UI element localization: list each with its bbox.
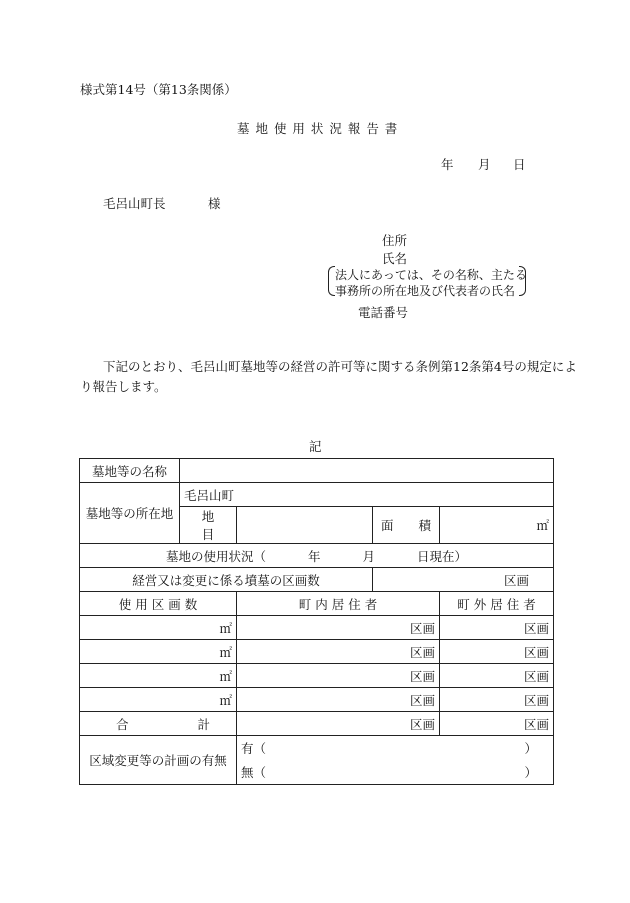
name-label: 氏名 <box>382 251 408 266</box>
report-table <box>79 458 554 785</box>
row-unit: ㎡ <box>80 616 237 640</box>
plan-no-close: ） <box>524 765 537 780</box>
total-label-left: 合 <box>116 716 129 732</box>
table-row <box>80 640 554 664</box>
usage-status-month: 月 <box>362 548 375 564</box>
right-bracket <box>519 266 526 296</box>
table-row <box>80 688 554 712</box>
table-row <box>80 568 554 592</box>
row-unit: ㎡ <box>80 688 237 712</box>
ki-label: 記 <box>309 439 322 454</box>
address-label: 住所 <box>382 233 408 248</box>
usage-status-year: 年 <box>308 548 321 564</box>
row-outside: 区画 <box>440 616 554 640</box>
addressee-mayor: 毛呂山町長 <box>103 196 166 211</box>
total-inside: 区画 <box>237 712 440 736</box>
plan-label: 区域変更等の計画の有無 <box>80 736 237 785</box>
row-unit: ㎡ <box>80 664 237 688</box>
plan-yes[interactable]: 有（ <box>241 741 267 756</box>
cemetery-name-value[interactable] <box>180 459 554 483</box>
total-outside: 区画 <box>440 712 554 736</box>
body-text-line2: り報告します。 <box>80 379 167 394</box>
row-inside: 区画 <box>237 616 440 640</box>
date-month-label: 月 <box>478 157 491 172</box>
plan-options <box>237 736 554 785</box>
area-label: 面 積 <box>373 507 440 544</box>
row-outside: 区画 <box>440 688 554 712</box>
usage-status-label: 墓地の使用状況（ <box>166 548 267 564</box>
table-row <box>80 544 554 568</box>
table-row <box>80 712 554 736</box>
col-inside-header: 町 内 居 住 者 <box>237 592 440 616</box>
table-row <box>80 483 554 507</box>
date-year-label: 年 <box>441 157 454 172</box>
plan-no[interactable]: 無（ <box>241 765 267 780</box>
left-bracket <box>328 266 335 296</box>
corp-note-line2: 事務所の所在地及び代表者の氏名 <box>335 284 516 298</box>
location-label: 墓地等の所在地 <box>80 483 180 544</box>
row-inside: 区画 <box>237 688 440 712</box>
plan-yes-close: ） <box>524 741 537 756</box>
area-unit: ㎡ <box>440 507 554 544</box>
total-label <box>80 712 237 736</box>
document-title: 墓 地 使 用 状 況 報 告 書 <box>237 121 399 136</box>
col-usage-header: 使 用 区 画 数 <box>80 592 237 616</box>
addressee-honorific: 様 <box>208 196 221 211</box>
phone-label: 電話番号 <box>358 305 409 320</box>
row-outside: 区画 <box>440 664 554 688</box>
chimoku-label: 地 目 <box>180 507 237 544</box>
row-outside: 区画 <box>440 640 554 664</box>
cemetery-name-label: 墓地等の名称 <box>80 459 180 483</box>
graves-count-unit: 区画 <box>373 568 554 592</box>
table-row <box>80 616 554 640</box>
body-text-line1: 下記のとおり、毛呂山町墓地等の経営の許可等に関する条例第12条第4号の規定によ <box>103 359 577 374</box>
table-row <box>80 664 554 688</box>
row-inside: 区画 <box>237 640 440 664</box>
col-outside-header: 町 外 居 住 者 <box>440 592 554 616</box>
table-row <box>80 459 554 483</box>
usage-status-day: 日現在） <box>416 548 467 564</box>
row-unit: ㎡ <box>80 640 237 664</box>
location-town: 毛呂山町 <box>180 483 554 507</box>
total-label-right: 計 <box>197 716 210 732</box>
date-day-label: 日 <box>513 157 526 172</box>
form-number: 様式第14号（第13条関係） <box>80 82 237 97</box>
table-row <box>80 736 554 785</box>
graves-count-label: 経営又は変更に係る墳墓の区画数 <box>80 568 373 592</box>
usage-status-row <box>80 544 554 568</box>
row-inside: 区画 <box>237 664 440 688</box>
table-row <box>80 592 554 616</box>
corp-note-line1: 法人にあっては、その名称、主たる <box>335 268 527 282</box>
chimoku-value[interactable] <box>237 507 373 544</box>
